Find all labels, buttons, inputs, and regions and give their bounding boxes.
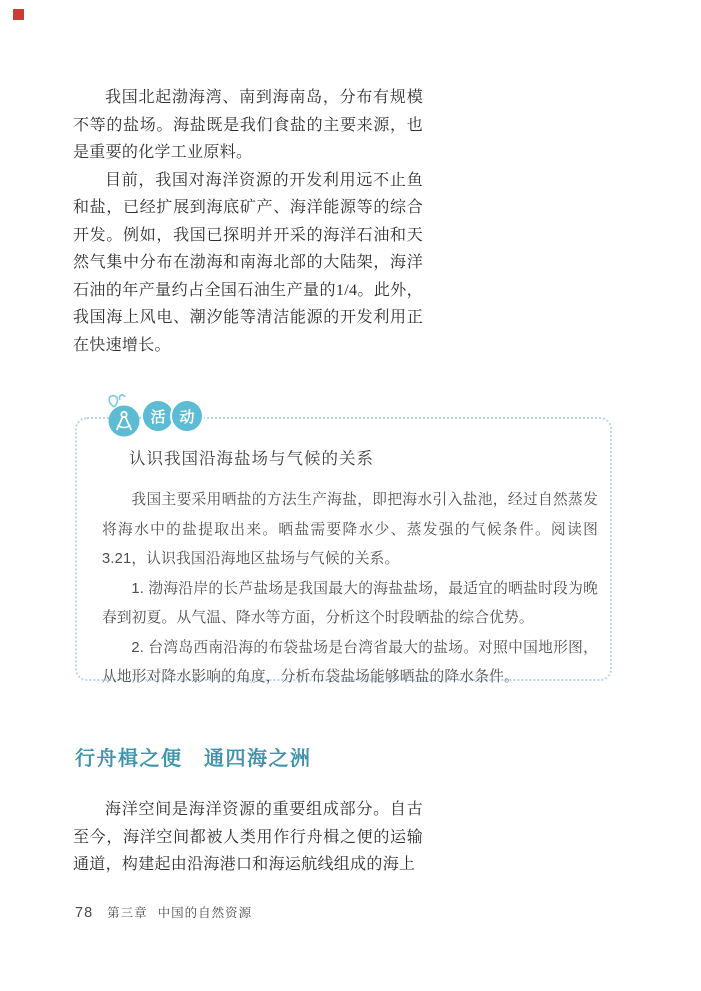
second-text-column xyxy=(73,796,423,879)
badge-char-huo: 活 xyxy=(141,399,175,433)
main-text-column xyxy=(73,84,423,359)
paragraph-salt-fields: 我国北起渤海湾、南到海南岛，分布有规模不等的盐场。海盐既是我们食盐的主要来源，也是重要的化学工业原料。 xyxy=(73,89,423,161)
badge-char-dong: 动 xyxy=(170,399,204,433)
activity-box xyxy=(75,417,612,685)
footer-chapter: 第三章 xyxy=(107,906,148,920)
activity-content xyxy=(102,419,598,693)
activity-intro: 我国主要采用晒盐的方法生产海盐，即把海水引入盐池，经过自然蒸发将海水中的盐提取出来。晒盐需要降水少、蒸发强的气候条件。阅读图3.21，认识我国沿海地区盐场与气候的关系。 xyxy=(102,492,598,567)
activity-item-2: 2. 台湾岛西南沿海的布袋盐场是台湾省最大的盐场。对照中国地形图，从地形对降水影响的角度，分析布袋盐场能够晒盐的降水条件。 xyxy=(102,639,598,685)
red-corner-mark xyxy=(13,9,24,20)
section-heading: 行舟楫之便 通四海之洲 xyxy=(75,748,312,770)
page-footer xyxy=(75,903,252,921)
footer-section-title: 中国的自然资源 xyxy=(157,906,253,920)
activity-badge xyxy=(104,392,204,440)
activity-item-1: 1. 渤海沿岸的长芦盐场是我国最大的海盐盐场，最适宜的晒盐时段为晚春到初夏。从气温、降水等方面，分析这个时段晒盐的综合优势。 xyxy=(102,580,598,626)
compass-pen-icon xyxy=(104,392,146,440)
page-number: 78 xyxy=(75,905,94,921)
paragraph-marine-space: 海洋空间是海洋资源的重要组成部分。自古至今，海洋空间都被人类用作行舟楫之便的运输通道，构建起由沿海港口和海运航线组成的海上 xyxy=(73,801,423,873)
activity-title: 认识我国沿海盐场与气候的关系 xyxy=(129,450,374,468)
paragraph-marine-development: 目前，我国对海洋资源的开发利用远不止鱼和盐，已经扩展到海底矿产、海洋能源等的综合开发。例如，我国已探明并开采的海洋石油和天然气集中分布在渤海和南海北部的大陆架，海洋石油的年产量约占全国石油生产量的1/4。此外，我国海上风电、潮汐能等清洁能源的开发利用正在快速增长。 xyxy=(73,171,423,354)
